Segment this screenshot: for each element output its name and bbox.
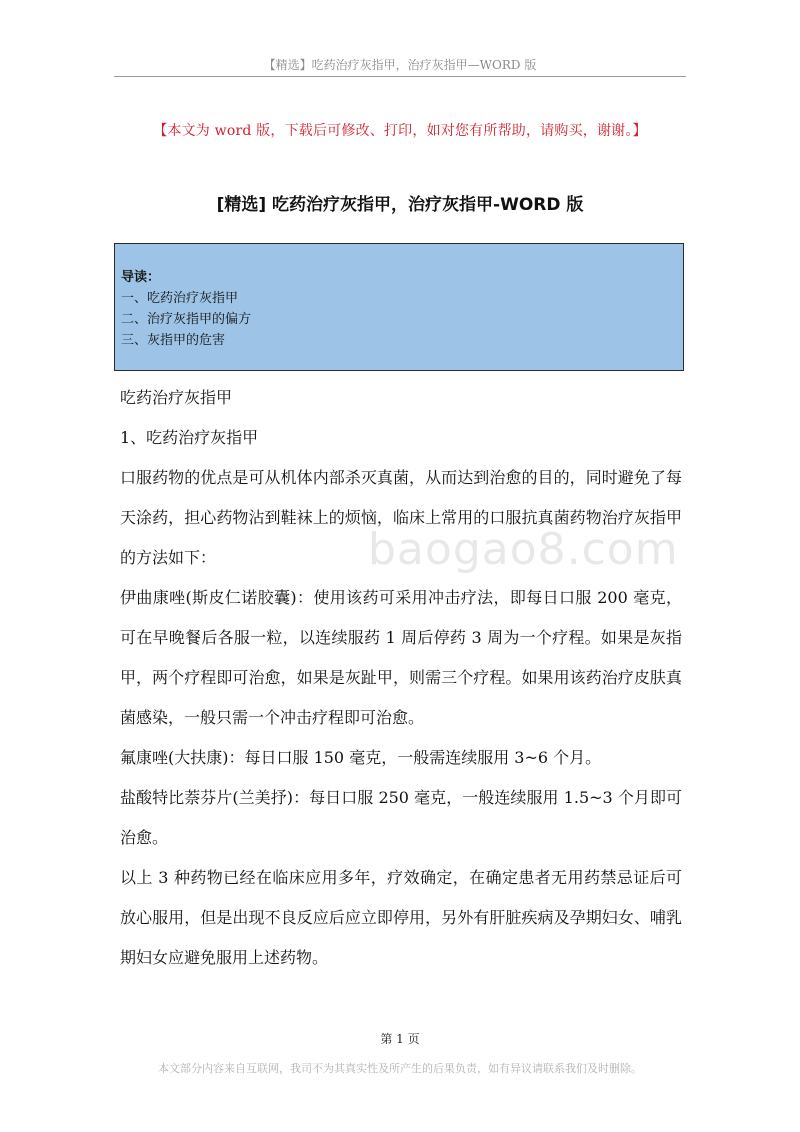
- guide-box: [114, 243, 684, 371]
- page-number: 第 1 页: [380, 1032, 420, 1046]
- paragraph: 盐酸特比萘芬片(兰美抒)：每日口服 250 毫克，一般连续服用 1.5~3 个月即可治愈。: [120, 788, 682, 847]
- guide-heading: 导读：: [121, 270, 161, 285]
- page-header: 【精选】吃药治疗灰指甲，治疗灰指甲—WORD 版: [263, 58, 537, 72]
- section-heading: 吃药治疗灰指甲: [120, 388, 233, 407]
- guide-item: 一、吃药治疗灰指甲: [121, 291, 239, 306]
- guide-item: 三、灰指甲的危害: [121, 333, 226, 348]
- article-body: [120, 378, 682, 978]
- paragraph: 以上 3 种药物已经在临床应用多年，疗效确定，在确定患者无用药禁忌证后可放心服用，但是出现不良反应后应立即停用，另外有肝脏疾病及孕期妇女、哺乳期妇女应避免服用上述药物。: [120, 868, 682, 967]
- paragraph: 伊曲康唑(斯皮仁诺胶囊)：使用该药可采用冲击疗法，即每日口服 200 毫克，可在早晚餐后各服一粒，以连续服药 1 周后停药 3 周为一个疗程。如果是灰指甲，两个疗程即可治愈，如果是灰趾甲，则需三个疗程。如果用该药治疗皮肤真菌感染，一般只需一个冲击疗程即可治愈。: [120, 588, 682, 727]
- footer-disclaimer: 本文部分内容来自互联网，我司不为其真实性及所产生的后果负责，如有异议请联系我们及时删除。: [158, 1062, 642, 1075]
- paragraph: 氟康唑(大扶康)：每日口服 150 毫克，一般需连续服用 3~6 个月。: [120, 748, 602, 767]
- subsection-heading: 1、吃药治疗灰指甲: [120, 428, 259, 447]
- watermark: baogao8.com: [368, 524, 679, 575]
- guide-item: 二、治疗灰指甲的偏方: [121, 312, 252, 327]
- header-divider: [114, 76, 686, 77]
- document-title: [精选] 吃药治疗灰指甲，治疗灰指甲-WORD 版: [216, 195, 584, 215]
- purchase-notice: 【本文为 word 版，下载后可修改、打印，如对您有所帮助，请购买，谢谢。】: [153, 123, 647, 139]
- paragraph: 口服药物的优点是可从机体内部杀灭真菌，从而达到治愈的目的，同时避免了每天涂药，担心药物沾到鞋袜上的烦恼，临床上常用的口服抗真菌药物治疗灰指甲的方法如下：: [120, 468, 682, 567]
